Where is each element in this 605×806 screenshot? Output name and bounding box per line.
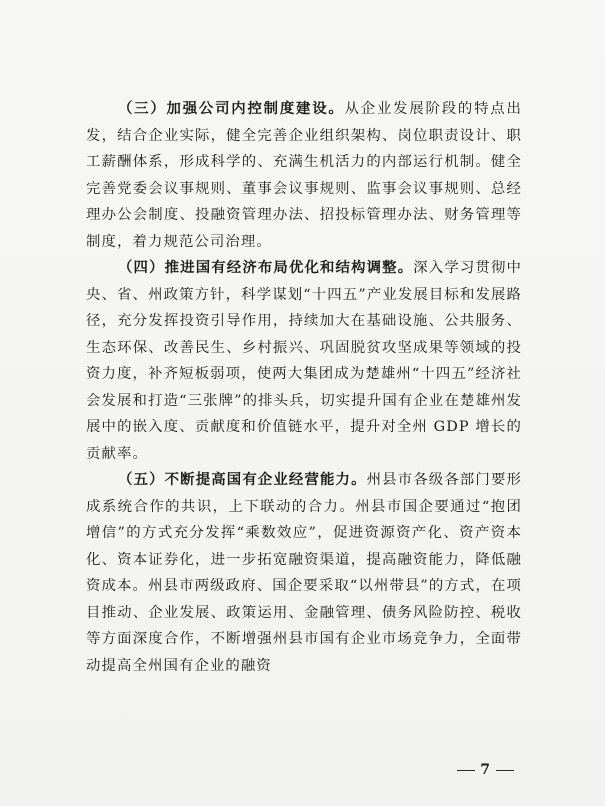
paragraph-heading: （五）不断提高国有企业经营能力。 bbox=[118, 471, 367, 488]
page-footer bbox=[452, 762, 519, 778]
footer-dash-left bbox=[457, 770, 475, 771]
page-number: 7 bbox=[480, 762, 491, 778]
paragraph-text: 深入学习贯彻中央、省、州政策方针，科学谋划“十四五”产业发展目标和发展路径，充分发挥投资引导作用，持续加大在基础设施、公共服务、生态环保、改善民生、乡村振兴、巩固脱贫攻坚成果等领域的投资力度，补齐短板弱项，使两大集团成为楚雄州“十四五”经济社会发展和打造“三张牌”的排头兵，切实提升国有企业在楚雄州发展中的嵌入度、贡献度和价值链水平，提升对全州 GDP 增长的贡献率。 bbox=[86, 260, 522, 462]
paragraph-text: 从企业发展阶段的特点出发，结合企业实际，健全完善企业组织架构、岗位职责设计、职工薪酬体系，形成科学的、充满生机活力的内部运行机制。健全完善党委会议事规则、董事会议事规则、监事会议事规则、总经理办公会制度、投融资管理办法、招投标管理办法、财务管理等制度，着力规范公司治理。 bbox=[86, 101, 522, 250]
document-body bbox=[86, 96, 522, 679]
paragraph-heading: （四）推进国有经济布局优化和结构调整。 bbox=[118, 259, 414, 276]
paragraph-heading: （三）加强公司内控制度建设。 bbox=[118, 100, 345, 117]
paragraph-4 bbox=[86, 255, 522, 467]
footer-dash-right bbox=[496, 770, 514, 771]
paragraph-5 bbox=[86, 467, 522, 679]
paragraph-3 bbox=[86, 96, 522, 255]
paragraph-text: 州县市各级各部门要形成系统合作的共识，上下联动的合力。州县市国企要通过“抱团增信”的方式充分发挥“乘数效应”，促进资源资产化、资产资本化、资本证券化，进一步拓宽融资渠道，提高融资能力，降低融资成本。州县市两级政府、国企要采取“以州带县”的方式，在项目推动、企业发展、政策运用、金融管理、债务风险防控、税收等方面深度合作，不断增强州县市国有企业市场竞争力，全面带动提高全州国有企业的融资 bbox=[86, 472, 522, 674]
